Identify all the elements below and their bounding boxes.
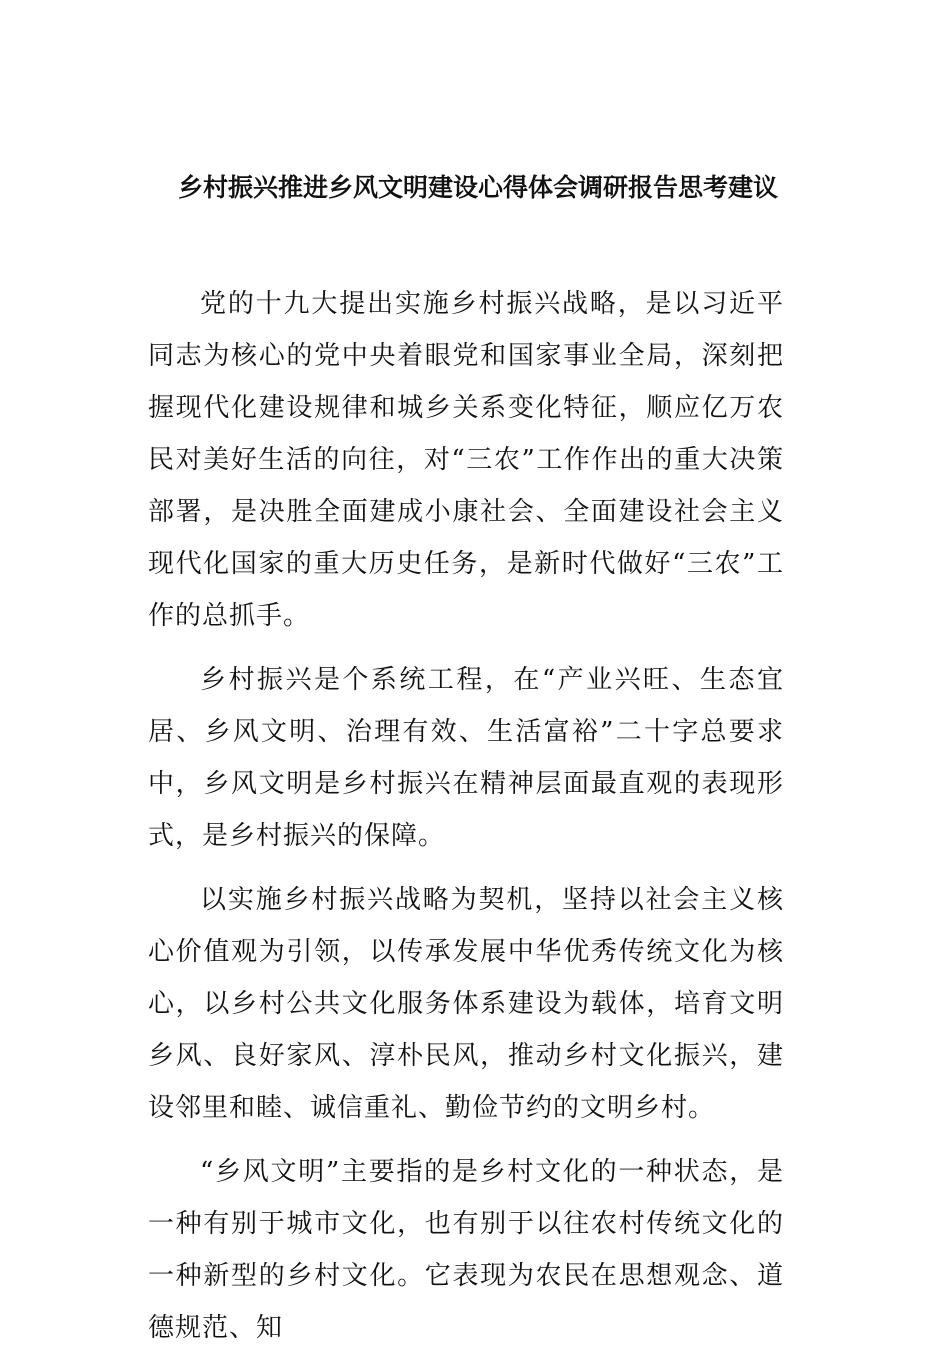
paragraph-3: 以实施乡村振兴战略为契机，坚持以社会主义核心价值观为引领，以传承发展中华优秀传统文化为核心，以乡村公共文化服务体系建设为载体，培育文明乡风、良好家风、淳朴民风，推动乡村文化振兴，建设邻里和睦、诚信重礼、勤俭节约的文明乡村。: [148, 885, 784, 1123]
document-title: 乡村振兴推进乡风文明建设心得体会调研报告思考建议: [177, 173, 778, 202]
paragraph-2: 乡村振兴是个系统工程，在“产业兴旺、生态宜居、乡风文明、治理有效、生活富裕”二十字总要求中，乡风文明是乡村振兴在精神层面最直观的表现形式，是乡村振兴的保障。: [148, 665, 784, 851]
document-body: [148, 278, 784, 1366]
paragraph-1: 党的十九大提出实施乡村振兴战略，是以习近平同志为核心的党中央着眼党和国家事业全局，深刻把握现代化建设规律和城乡关系变化特征，顺应亿万农民对美好生活的向往，对“三农”工作作出的重大决策部署，是决胜全面建成小康社会、全面建设社会主义现代化国家的重大历史任务，是新时代做好“三农”工作的总抓手。: [148, 289, 784, 631]
paragraph-4: “乡风文明”主要指的是乡村文化的一种状态，是一种有别于城市文化，也有别于以往农村传统文化的一种新型的乡村文化。它表现为农民在思想观念、道德规范、知: [148, 1157, 784, 1343]
